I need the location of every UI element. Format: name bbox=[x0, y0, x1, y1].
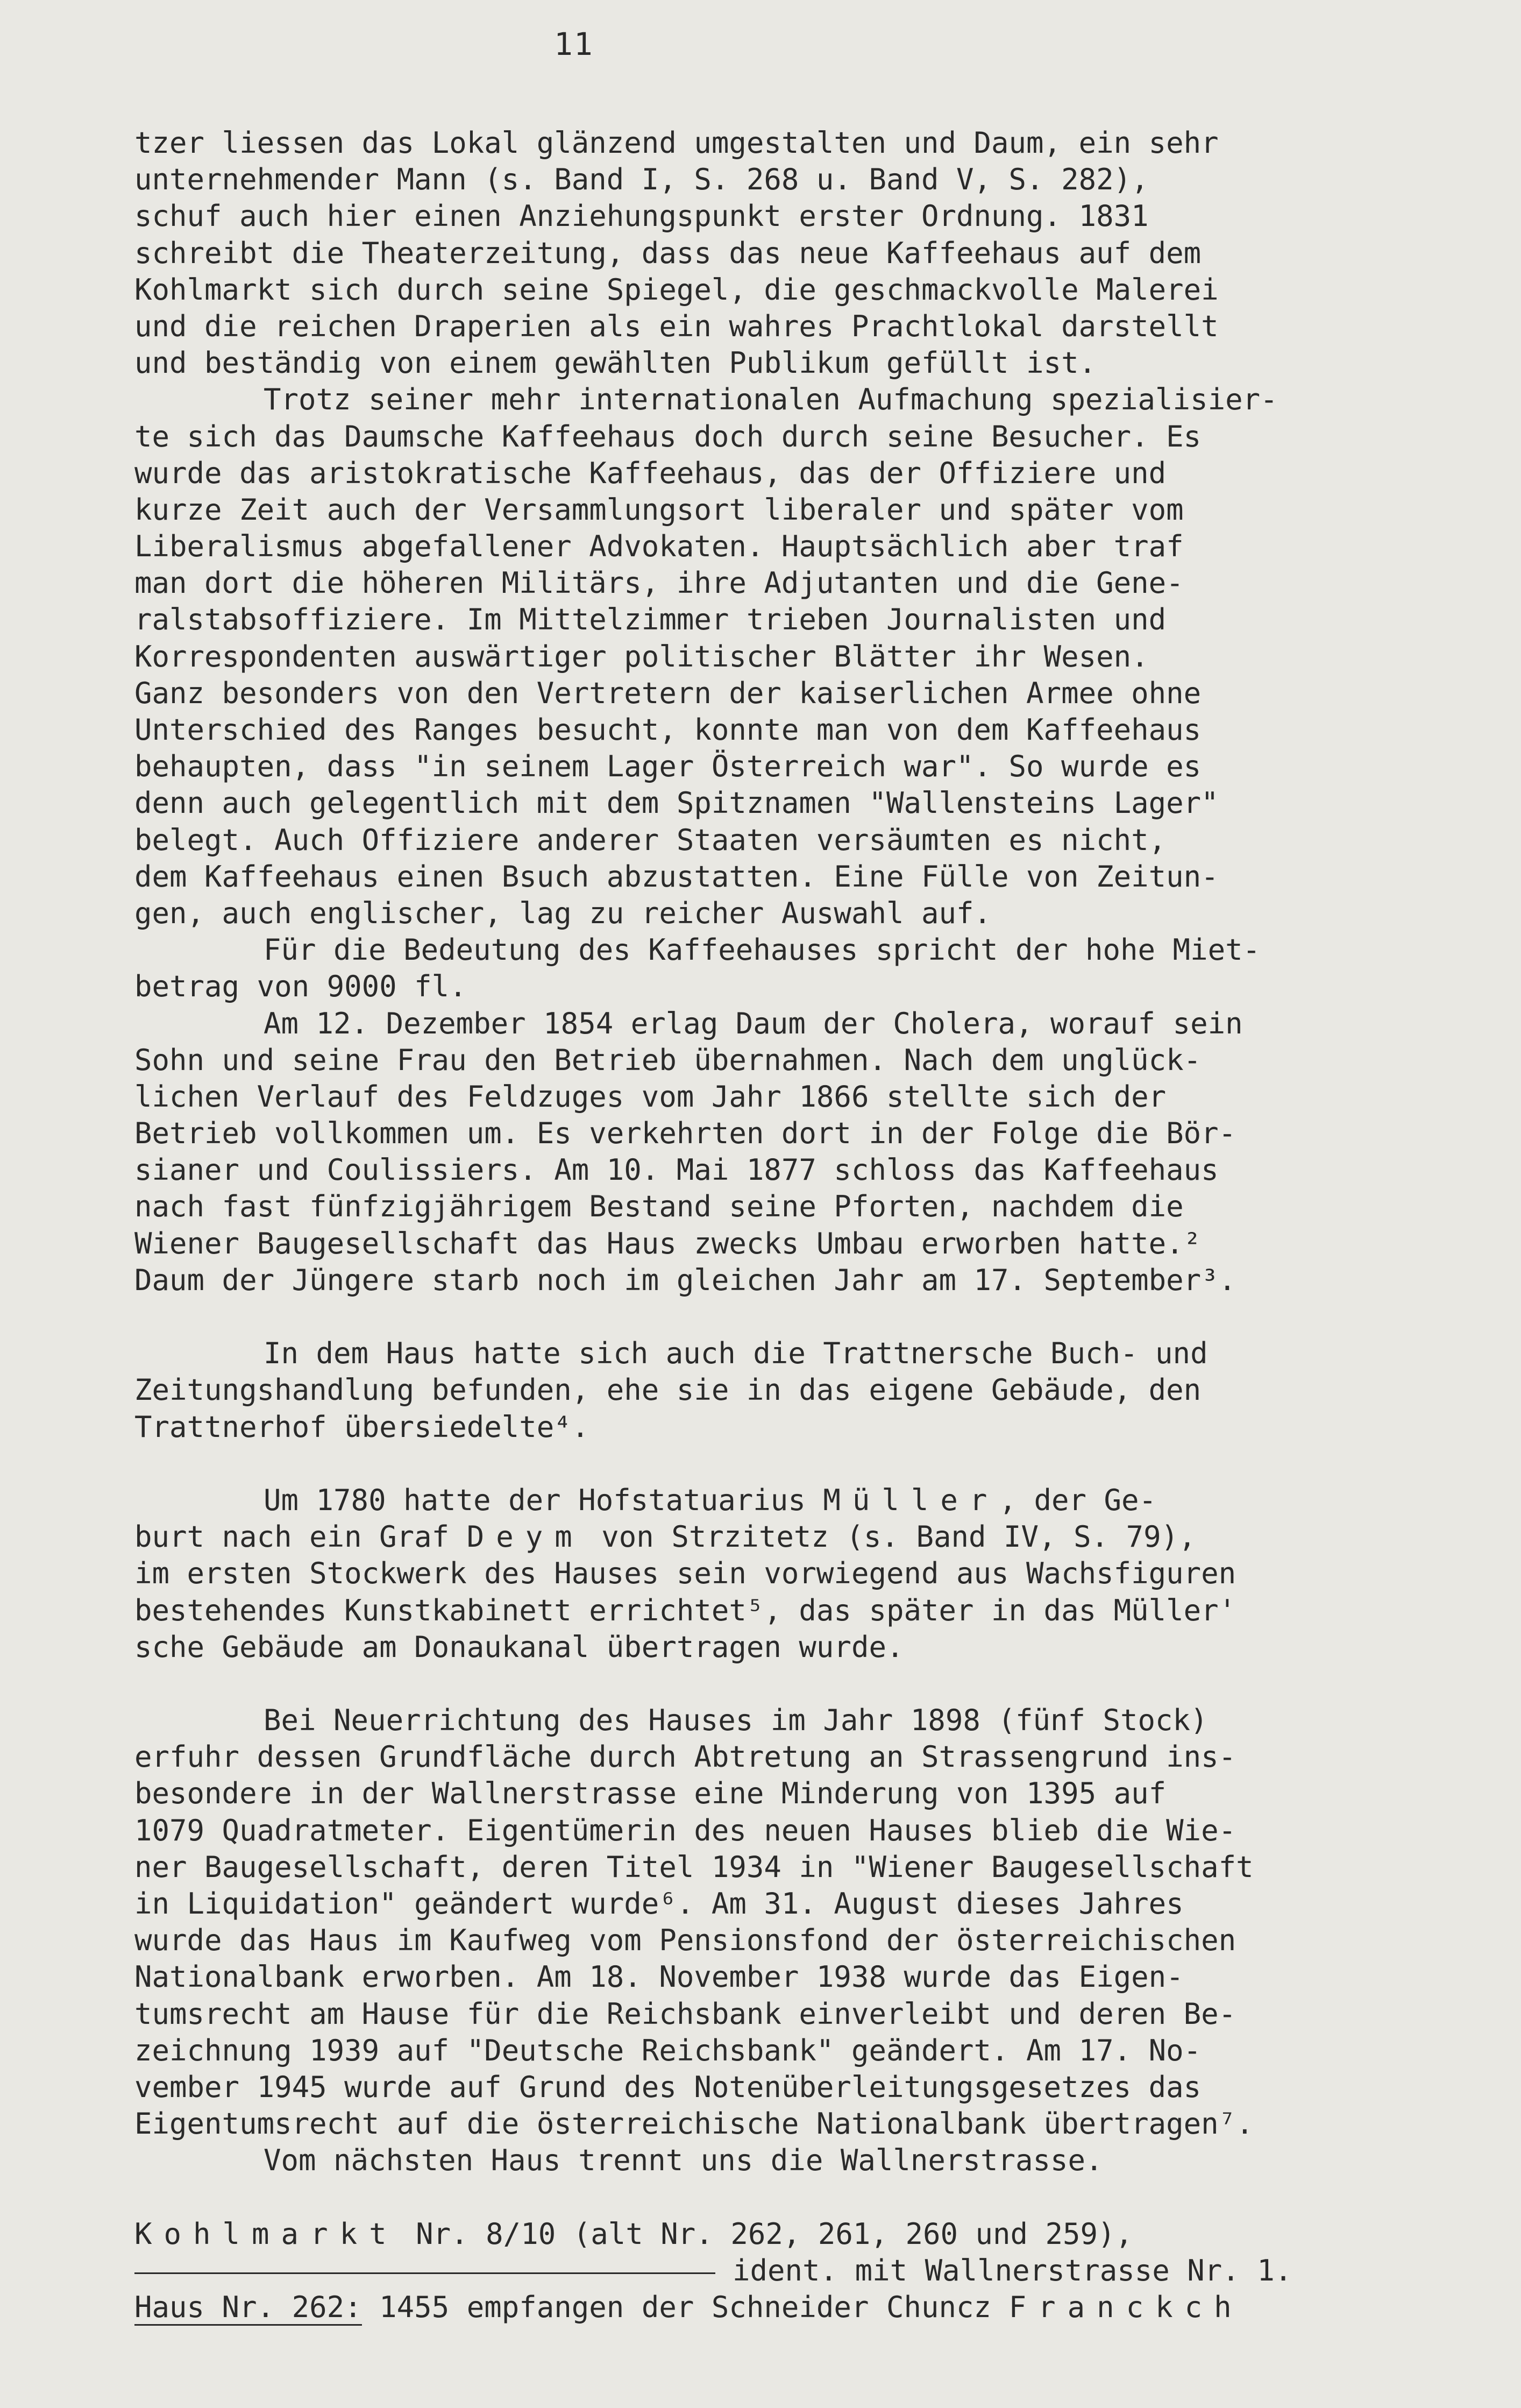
text-line: Trotz seiner mehr internationalen Aufmachung spezialisier- bbox=[264, 383, 1278, 417]
text-line: Für die Bedeutung des Kaffeehauses spricht der hohe Miet- bbox=[264, 933, 1261, 967]
text-line: Wiener Baugesellschaft das Haus zwecks Umbau erworben hatte.² bbox=[134, 1226, 1202, 1260]
text-line: Eigentumsrecht auf die österreichische Nationalbank übertragen⁷. bbox=[134, 2107, 1254, 2141]
text-line: vember 1945 wurde auf Grund des Notenüberleitungsgesetzes das bbox=[134, 2070, 1202, 2104]
paragraph-gap bbox=[134, 2179, 1490, 2216]
street-name: Kohlmarkt bbox=[134, 2216, 399, 2251]
paragraph-gap bbox=[134, 1666, 1490, 1702]
text-line: ralstabsoffiziere. Im Mittelzimmer trieben Journalisten und bbox=[134, 603, 1167, 637]
text-line: Kohlmarkt sich durch seine Spiegel, die geschmackvolle Malerei bbox=[134, 272, 1219, 307]
heading-line bbox=[134, 2216, 1490, 2253]
text-line: sche Gebäude am Donaukanal übertragen wurde. bbox=[134, 1630, 904, 1664]
page-number: 11 bbox=[554, 26, 594, 62]
text-line: gen, auch englischer, lag zu reicher Auswahl auf. bbox=[134, 896, 992, 930]
text-line: wurde das Haus im Kaufweg vom Pensionsfond der österreichischen bbox=[134, 1923, 1236, 1958]
body-text bbox=[134, 125, 1490, 2326]
text-run: burt nach ein Graf bbox=[134, 1520, 450, 1554]
text-line: man dort die höheren Militärs, ihre Adjutanten und die Gene- bbox=[134, 566, 1184, 600]
text-line: behaupten, dass "in seinem Lager Österreich war". So wurde es bbox=[134, 749, 1202, 784]
text-line: im ersten Stockwerk des Hauses sein vorwiegend aus Wachsfiguren bbox=[134, 1556, 1236, 1591]
text-line: betrag von 9000 fl. bbox=[134, 969, 467, 1004]
text-line: unternehmender Mann (s. Band I, S. 268 u. Band V, S. 282), bbox=[134, 162, 1149, 197]
heading-underline bbox=[134, 2272, 715, 2274]
text-line: lichen Verlauf des Feldzuges vom Jahr 1866 stellte sich der bbox=[134, 1079, 1167, 1114]
text-line: sianer und Coulissiers. Am 10. Mai 1877 schloss das Kaffeehaus bbox=[134, 1153, 1219, 1187]
text-line: Korrespondenten auswärtiger politischer Blätter ihr Wesen. bbox=[134, 639, 1149, 674]
spaced-name-deym: Deym bbox=[466, 1520, 584, 1554]
text-line: ner Baugesellschaft, deren Titel 1934 in "Wiener Baugesellschaft bbox=[134, 1850, 1254, 1884]
text-line: Liberalismus abgefallener Advokaten. Hauptsächlich aber traf bbox=[134, 529, 1184, 564]
house-label: Haus Nr. 262: bbox=[134, 2290, 362, 2326]
text-line bbox=[134, 1482, 1490, 1519]
text-line: Daum der Jüngere starb noch im gleichen Jahr am 17. September³. bbox=[134, 1263, 1236, 1297]
text-run: , der Ge- bbox=[999, 1483, 1157, 1517]
text-line: erfuhr dessen Grundfläche durch Abtretung an Strassengrund ins- bbox=[134, 1740, 1236, 1774]
text-line: schuf auch hier einen Anziehungspunkt erster Ordnung. 1831 bbox=[134, 199, 1149, 233]
text-line: und beständig von einem gewählten Publikum gefüllt ist. bbox=[134, 346, 1097, 380]
text-line: tzer liessen das Lokal glänzend umgestalten und Daum, ein sehr bbox=[134, 126, 1219, 160]
text-line bbox=[134, 1519, 1490, 1555]
text-line: schreibt die Theaterzeitung, dass das neue Kaffeehaus auf dem bbox=[134, 236, 1202, 270]
text-line: Vom nächsten Haus trennt uns die Wallnerstrasse. bbox=[264, 2143, 1103, 2178]
text-line: zeichnung 1939 auf "Deutsche Reichsbank" geändert. Am 17. No- bbox=[134, 2033, 1202, 2067]
house-number: Nr. 8/10 bbox=[416, 2216, 556, 2251]
text-line: te sich das Daumsche Kaffeehaus doch durch seine Besucher. Es bbox=[134, 419, 1202, 454]
text-line: Nationalbank erworben. Am 18. November 1938 wurde das Eigen- bbox=[134, 1960, 1184, 1994]
text-line: Sohn und seine Frau den Betrieb übernahmen. Nach dem unglück- bbox=[134, 1043, 1202, 1077]
text-line: tumsrecht am Hause für die Reichsbank einverleibt und deren Be- bbox=[134, 1996, 1236, 2031]
text-line: in Liquidation" geändert wurde⁶. Am 31. August dieses Jahres bbox=[134, 1887, 1184, 1921]
text-line: nach fast fünfzigjährigem Bestand seine Pforten, nachdem die bbox=[134, 1189, 1184, 1224]
spaced-name-mueller: Müller bbox=[823, 1483, 999, 1517]
text-line: bestehendes Kunstkabinett errichtet⁵, das später in das Müller' bbox=[134, 1593, 1236, 1627]
text-line: 1079 Quadratmeter. Eigentümerin des neuen Hauses blieb die Wie- bbox=[134, 1813, 1236, 1847]
text-line: und die reichen Draperien als ein wahres Prachtlokal darstellt bbox=[134, 309, 1219, 343]
text-line: Betrieb vollkommen um. Es verkehrten dort in der Folge die Bör- bbox=[134, 1116, 1236, 1151]
old-numbers: (alt Nr. 262, 261, 260 und 259), bbox=[573, 2216, 1133, 2251]
text-line: Zeitungshandlung befunden, ehe sie in das eigene Gebäude, den bbox=[134, 1373, 1202, 1407]
text-run: von Strzitetz (s. Band IV, S. 79), bbox=[601, 1520, 1196, 1554]
text-line: wurde das aristokratische Kaffeehaus, das der Offiziere und bbox=[134, 456, 1167, 490]
heading-line: ident. mit Wallnerstrasse Nr. 1. bbox=[733, 2253, 1292, 2287]
text-line: besondere in der Wallnerstrasse eine Minderung von 1395 auf bbox=[134, 1776, 1167, 1811]
text-line: dem Kaffeehaus einen Bsuch abzustatten. Eine Fülle von Zeitun- bbox=[134, 859, 1219, 894]
text-line: In dem Haus hatte sich auch die Trattnersche Buch- und bbox=[264, 1336, 1208, 1371]
text-run: Um 1780 hatte der Hofstatuarius bbox=[264, 1483, 806, 1517]
spaced-name-franckch: Franckch bbox=[1008, 2290, 1243, 2325]
text-line bbox=[134, 2289, 1490, 2326]
paragraph-gap bbox=[134, 1299, 1490, 1335]
text-line: Trattnerhof übersiedelte⁴. bbox=[134, 1410, 589, 1444]
text-line: belegt. Auch Offiziere anderer Staaten versäumten es nicht, bbox=[134, 823, 1167, 857]
text-line: Unterschied des Ranges besucht, konnte man von dem Kaffeehaus bbox=[134, 713, 1202, 747]
text-line: kurze Zeit auch der Versammlungsort liberaler und später vom bbox=[134, 492, 1184, 527]
paragraph-gap bbox=[134, 1446, 1490, 1482]
text-run: 1455 empfangen der Schneider Chuncz bbox=[379, 2290, 992, 2325]
text-line: Ganz besonders von den Vertretern der kaiserlichen Armee ohne bbox=[134, 676, 1202, 710]
text-line: denn auch gelegentlich mit dem Spitznamen "Wallensteins Lager" bbox=[134, 786, 1219, 820]
text-line: Bei Neuerrichtung des Hauses im Jahr 1898 (fünf Stock) bbox=[264, 1703, 1208, 1738]
text-line: Am 12. Dezember 1854 erlag Daum der Cholera, worauf sein bbox=[264, 1006, 1243, 1040]
